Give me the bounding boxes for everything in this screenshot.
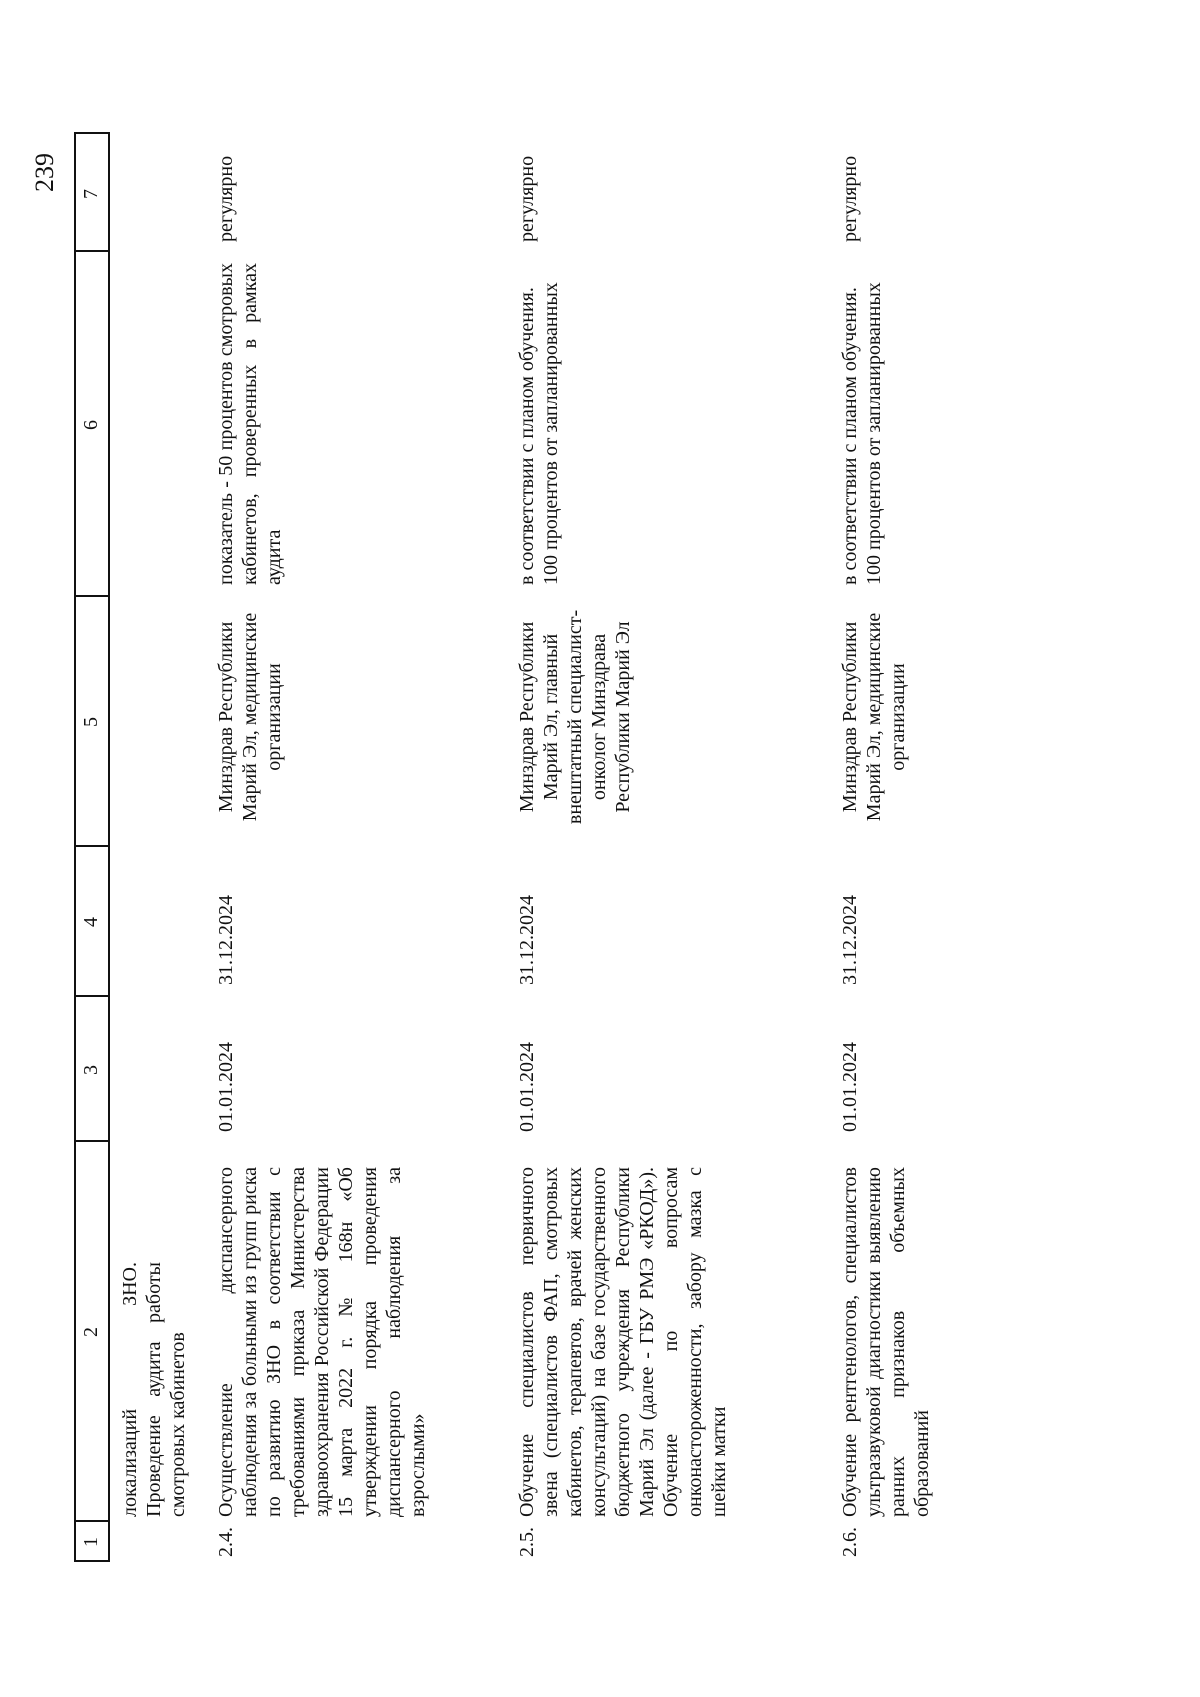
col-header-7: 7 — [80, 189, 102, 199]
row-2-6-responsible: Минздрав Республики Марий Эл, медицинские организации — [839, 612, 909, 822]
col-header-3: 3 — [80, 1065, 102, 1075]
continuation-text: локализаций ЗНО. Проведение аудита работы смотровых кабинетов — [119, 1262, 189, 1517]
col-divider-7 — [74, 132, 110, 134]
col-header-6: 6 — [80, 420, 102, 430]
col-header-1: 1 — [80, 1537, 102, 1547]
row-2-5-responsible: Минздрав Республики Марий Эл, главный внештатный специалист-онколог Минздрава Республики Марий Эл — [516, 609, 634, 825]
row-2-6-start-date: 01.01.2024 — [839, 1042, 861, 1132]
row-2-6-end-date: 31.12.2024 — [839, 895, 861, 985]
row-2-4-number: 2.4. — [215, 1527, 237, 1557]
col-divider-1 — [74, 1520, 110, 1522]
col-divider-2 — [74, 1140, 110, 1142]
col-header-2: 2 — [80, 1327, 102, 1337]
row-2-4-indicator: показатель - 50 процентов смотровых кабинетов, проверенных в рамках аудита — [215, 263, 285, 585]
row-2-6-number: 2.6. — [839, 1527, 861, 1557]
row-2-5-number: 2.5. — [516, 1527, 538, 1557]
col-divider-6 — [74, 250, 110, 252]
row-2-5-measure: Обучение специалистов первичного звена (специалистов ФАП, смотровых кабинетов, терапевтов, врачей женских консультаций) на базе государственного бюджетного учреждения Республики Марий Эл (далее - ГБУ РМЭ «РКОД»). Обучение по вопросам онконастороженности, забору мазка с шейки матки — [516, 1167, 730, 1517]
col-divider-5 — [74, 595, 110, 597]
row-2-6-measure: Обучение рентгенологов, специалистов ультразвуковой диагностики выявлению ранних признаков объемных образований — [839, 1167, 933, 1517]
col-divider-3 — [74, 995, 110, 997]
col-divider-0 — [74, 1560, 110, 1562]
row-2-5-start-date: 01.01.2024 — [516, 1042, 538, 1132]
col-header-4: 4 — [80, 917, 102, 927]
row-2-4-end-date: 31.12.2024 — [215, 895, 237, 985]
table-top-border — [74, 132, 76, 1562]
col-divider-4 — [74, 845, 110, 847]
row-2-4-start-date: 01.01.2024 — [215, 1042, 237, 1132]
row-2-5-frequency: регулярно — [516, 155, 538, 242]
col-header-5: 5 — [80, 717, 102, 727]
row-2-5-end-date: 31.12.2024 — [516, 895, 538, 985]
row-2-6-indicator: в соответствии с планом обучения. 100 процентов от запланированных — [839, 282, 885, 585]
row-2-4-responsible: Минздрав Республики Марий Эл, медицинские организации — [215, 612, 285, 822]
page-number: 239 — [30, 153, 59, 192]
row-2-5-indicator: в соответствии с планом обучения. 100 процентов от запланированных — [516, 282, 562, 585]
row-2-4-frequency: регулярно — [215, 155, 237, 242]
header-bottom-border — [108, 132, 110, 1562]
row-2-4-measure: Осуществление диспансерного наблюдения за больными из групп риска по развитию ЗНО в соответствии с требованиями приказа Министерства здравоохранения Российской Федерации 15 марта 2022 г. № 168н «Об утверждении порядка проведения диспансерного наблюдения за взрослыми» — [215, 1167, 429, 1517]
row-2-6-frequency: регулярно — [839, 155, 861, 242]
